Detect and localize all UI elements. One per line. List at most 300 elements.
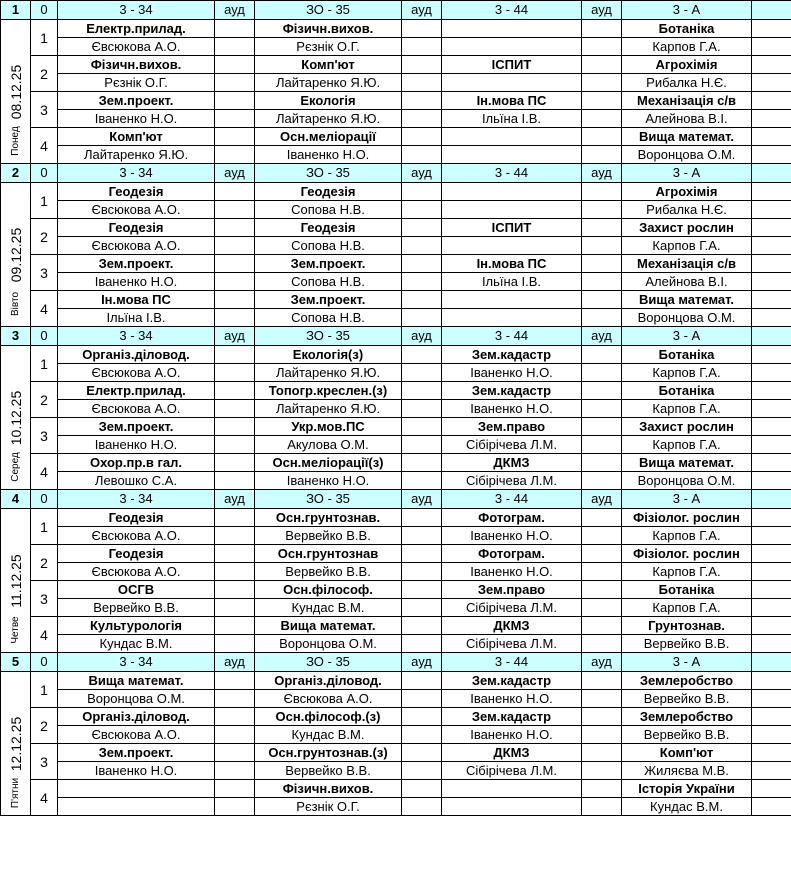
subject-cell[interactable]: Зем.проект.: [255, 255, 402, 273]
room-cell[interactable]: [582, 472, 622, 490]
room-cell[interactable]: [215, 273, 255, 291]
room-cell[interactable]: [752, 454, 791, 472]
group-header[interactable]: 3 - 34: [58, 164, 215, 183]
subject-cell[interactable]: Ботаніка: [622, 20, 752, 38]
subject-cell[interactable]: Захист рослин: [622, 219, 752, 237]
subject-cell[interactable]: Зем.право: [442, 418, 582, 436]
room-header[interactable]: ауд: [402, 327, 442, 346]
subject-cell[interactable]: Організ.діловод.: [58, 346, 215, 364]
teacher-cell[interactable]: [442, 74, 582, 92]
room-cell[interactable]: [752, 472, 791, 490]
subject-cell[interactable]: Осн.філософ.: [255, 581, 402, 599]
room-cell[interactable]: [582, 38, 622, 56]
room-cell[interactable]: [215, 146, 255, 164]
group-header[interactable]: 3 - А: [622, 490, 752, 509]
subject-cell[interactable]: Вища математ.: [58, 672, 215, 690]
teacher-cell[interactable]: Рєзнік О.Г.: [255, 798, 402, 816]
room-cell[interactable]: [402, 56, 442, 74]
subject-cell[interactable]: Охор.пр.в гал.: [58, 454, 215, 472]
subject-cell[interactable]: Вища математ.: [255, 617, 402, 635]
room-cell[interactable]: [752, 309, 791, 327]
room-cell[interactable]: [752, 56, 791, 74]
room-cell[interactable]: [402, 20, 442, 38]
day-date-cell[interactable]: [1, 672, 31, 816]
room-cell[interactable]: [402, 273, 442, 291]
room-header[interactable]: ауд: [582, 653, 622, 672]
room-cell[interactable]: [215, 545, 255, 563]
room-header[interactable]: ауд: [402, 490, 442, 509]
room-cell[interactable]: [402, 400, 442, 418]
subject-cell[interactable]: [442, 20, 582, 38]
room-cell[interactable]: [402, 291, 442, 309]
lesson-number[interactable]: 4: [31, 617, 58, 653]
subject-cell[interactable]: Фізіолог. рослин: [622, 509, 752, 527]
teacher-cell[interactable]: Карпов Г.А.: [622, 436, 752, 454]
room-cell[interactable]: [402, 545, 442, 563]
group-header[interactable]: 3 - 34: [58, 490, 215, 509]
room-cell[interactable]: [752, 183, 791, 201]
room-cell[interactable]: [215, 726, 255, 744]
room-cell[interactable]: [582, 20, 622, 38]
lesson-number[interactable]: 1: [31, 346, 58, 382]
room-cell[interactable]: [582, 219, 622, 237]
room-cell[interactable]: [582, 436, 622, 454]
room-cell[interactable]: [215, 617, 255, 635]
teacher-cell[interactable]: Іваненко Н.О.: [255, 472, 402, 490]
room-cell[interactable]: [402, 599, 442, 617]
room-cell[interactable]: [402, 798, 442, 816]
room-cell[interactable]: [402, 309, 442, 327]
group-header[interactable]: 3 - 44: [442, 653, 582, 672]
room-cell[interactable]: [215, 346, 255, 364]
lesson-number[interactable]: 3: [31, 581, 58, 617]
teacher-cell[interactable]: Іваненко Н.О.: [442, 527, 582, 545]
teacher-cell[interactable]: Іваненко Н.О.: [58, 436, 215, 454]
teacher-cell[interactable]: Сібірічева Л.М.: [442, 599, 582, 617]
group-header[interactable]: ЗО - 35: [255, 327, 402, 346]
room-cell[interactable]: [752, 690, 791, 708]
subject-cell[interactable]: Грунтознав.: [622, 617, 752, 635]
room-header[interactable]: ауд: [582, 1, 622, 20]
subject-cell[interactable]: Осн.меліорації: [255, 128, 402, 146]
subject-cell[interactable]: Зем.проект.: [58, 744, 215, 762]
subject-cell[interactable]: [442, 291, 582, 309]
room-cell[interactable]: [582, 128, 622, 146]
room-cell[interactable]: [215, 110, 255, 128]
room-cell[interactable]: [752, 146, 791, 164]
room-cell[interactable]: [582, 237, 622, 255]
room-cell[interactable]: [582, 382, 622, 400]
subject-cell[interactable]: [442, 183, 582, 201]
room-cell[interactable]: [215, 690, 255, 708]
subject-cell[interactable]: Фізичн.вихов.: [255, 20, 402, 38]
teacher-cell[interactable]: Іваненко Н.О.: [442, 400, 582, 418]
room-cell[interactable]: [402, 454, 442, 472]
group-header[interactable]: ЗО - 35: [255, 164, 402, 183]
subject-cell[interactable]: Ботаніка: [622, 581, 752, 599]
room-cell[interactable]: [402, 418, 442, 436]
teacher-cell[interactable]: [442, 38, 582, 56]
teacher-cell[interactable]: Вервейко В.В.: [58, 599, 215, 617]
subject-cell[interactable]: Вища математ.: [622, 454, 752, 472]
room-cell[interactable]: [582, 599, 622, 617]
room-cell[interactable]: [752, 581, 791, 599]
subject-cell[interactable]: Геодезія: [255, 183, 402, 201]
subject-cell[interactable]: Зем.кадастр: [442, 382, 582, 400]
room-cell[interactable]: [582, 527, 622, 545]
room-cell[interactable]: [402, 617, 442, 635]
room-header[interactable]: ауд: [582, 490, 622, 509]
teacher-cell[interactable]: Іваненко Н.О.: [442, 364, 582, 382]
group-header[interactable]: 3 - 34: [58, 1, 215, 20]
teacher-cell[interactable]: [442, 309, 582, 327]
lesson-number[interactable]: 3: [31, 418, 58, 454]
room-cell[interactable]: [215, 219, 255, 237]
teacher-cell[interactable]: Кундас В.М.: [255, 726, 402, 744]
teacher-cell[interactable]: Іваненко Н.О.: [442, 690, 582, 708]
teacher-cell[interactable]: Іваненко Н.О.: [58, 762, 215, 780]
teacher-cell[interactable]: Карпов Г.А.: [622, 400, 752, 418]
room-cell[interactable]: [752, 726, 791, 744]
room-cell[interactable]: [402, 509, 442, 527]
subject-cell[interactable]: Вища математ.: [622, 128, 752, 146]
room-cell[interactable]: [752, 92, 791, 110]
teacher-cell[interactable]: Кундас В.М.: [255, 599, 402, 617]
room-cell[interactable]: [752, 708, 791, 726]
day-zero-cell[interactable]: 0: [31, 164, 58, 183]
room-cell[interactable]: [215, 183, 255, 201]
subject-cell[interactable]: Електр.прилад.: [58, 382, 215, 400]
subject-cell[interactable]: Геодезія: [58, 183, 215, 201]
room-cell[interactable]: [752, 545, 791, 563]
teacher-cell[interactable]: Карпов Г.А.: [622, 599, 752, 617]
subject-cell[interactable]: Ботаніка: [622, 346, 752, 364]
room-cell[interactable]: [215, 472, 255, 490]
room-cell[interactable]: [582, 183, 622, 201]
subject-cell[interactable]: Геодезія: [58, 219, 215, 237]
room-cell[interactable]: [402, 346, 442, 364]
teacher-cell[interactable]: Іваненко Н.О.: [58, 110, 215, 128]
subject-cell[interactable]: Ботаніка: [622, 382, 752, 400]
room-cell[interactable]: [752, 418, 791, 436]
room-cell[interactable]: [215, 599, 255, 617]
subject-cell[interactable]: Організ.діловод.: [58, 708, 215, 726]
room-cell[interactable]: [752, 20, 791, 38]
room-cell[interactable]: [582, 255, 622, 273]
lesson-number[interactable]: 2: [31, 56, 58, 92]
room-cell[interactable]: [402, 364, 442, 382]
room-cell[interactable]: [402, 762, 442, 780]
teacher-cell[interactable]: [442, 201, 582, 219]
lesson-number[interactable]: 1: [31, 509, 58, 545]
room-cell[interactable]: [215, 762, 255, 780]
teacher-cell[interactable]: [442, 237, 582, 255]
room-cell[interactable]: [582, 454, 622, 472]
subject-cell[interactable]: Осн.грунтознав.(з): [255, 744, 402, 762]
room-cell[interactable]: [582, 780, 622, 798]
subject-cell[interactable]: Зем.проект.: [58, 255, 215, 273]
teacher-cell[interactable]: Воронцова О.М.: [622, 146, 752, 164]
room-cell[interactable]: [752, 364, 791, 382]
subject-cell[interactable]: ІСПИТ: [442, 56, 582, 74]
room-cell[interactable]: [752, 527, 791, 545]
subject-cell[interactable]: Захист рослин: [622, 418, 752, 436]
teacher-cell[interactable]: Карпов Г.А.: [622, 237, 752, 255]
teacher-cell[interactable]: Рєзнік О.Г.: [58, 74, 215, 92]
teacher-cell[interactable]: Сопова Н.В.: [255, 201, 402, 219]
room-header-empty[interactable]: [752, 164, 791, 183]
teacher-cell[interactable]: Сопова Н.В.: [255, 237, 402, 255]
room-cell[interactable]: [402, 201, 442, 219]
subject-cell[interactable]: Фізичн.вихов.: [255, 780, 402, 798]
room-cell[interactable]: [402, 219, 442, 237]
teacher-cell[interactable]: Євсюкова А.О.: [58, 400, 215, 418]
day-number[interactable]: 2: [1, 164, 31, 183]
teacher-cell[interactable]: Воронцова О.М.: [622, 309, 752, 327]
subject-cell[interactable]: Геодезія: [255, 219, 402, 237]
lesson-number[interactable]: 4: [31, 780, 58, 816]
teacher-cell[interactable]: Карпов Г.А.: [622, 364, 752, 382]
room-cell[interactable]: [215, 436, 255, 454]
subject-cell[interactable]: Агрохімія: [622, 183, 752, 201]
room-cell[interactable]: [752, 436, 791, 454]
room-cell[interactable]: [752, 346, 791, 364]
room-cell[interactable]: [402, 635, 442, 653]
room-cell[interactable]: [215, 780, 255, 798]
subject-cell[interactable]: Організ.діловод.: [255, 672, 402, 690]
teacher-cell[interactable]: [442, 798, 582, 816]
teacher-cell[interactable]: Воронцова О.М.: [58, 690, 215, 708]
room-header[interactable]: ауд: [402, 653, 442, 672]
group-header[interactable]: 3 - А: [622, 164, 752, 183]
lesson-number[interactable]: 3: [31, 92, 58, 128]
room-cell[interactable]: [752, 219, 791, 237]
teacher-cell[interactable]: Кундас В.М.: [58, 635, 215, 653]
teacher-cell[interactable]: Вервейко В.В.: [622, 726, 752, 744]
subject-cell[interactable]: Землеробство: [622, 708, 752, 726]
subject-cell[interactable]: Екологія: [255, 92, 402, 110]
subject-cell[interactable]: Історія України: [622, 780, 752, 798]
room-header-empty[interactable]: [752, 653, 791, 672]
room-cell[interactable]: [402, 726, 442, 744]
teacher-cell[interactable]: Іваненко Н.О.: [255, 146, 402, 164]
room-cell[interactable]: [402, 563, 442, 581]
room-header-empty[interactable]: [752, 327, 791, 346]
teacher-cell[interactable]: Вервейко В.В.: [622, 635, 752, 653]
teacher-cell[interactable]: Ільїна І.В.: [442, 273, 582, 291]
room-cell[interactable]: [402, 382, 442, 400]
room-header[interactable]: ауд: [215, 1, 255, 20]
room-cell[interactable]: [582, 92, 622, 110]
room-cell[interactable]: [402, 92, 442, 110]
lesson-number[interactable]: 3: [31, 255, 58, 291]
room-cell[interactable]: [402, 146, 442, 164]
day-number[interactable]: 5: [1, 653, 31, 672]
subject-cell[interactable]: Вища математ.: [622, 291, 752, 309]
room-header[interactable]: ауд: [215, 490, 255, 509]
lesson-number[interactable]: 4: [31, 128, 58, 164]
subject-cell[interactable]: Агрохімія: [622, 56, 752, 74]
subject-cell[interactable]: Фотограм.: [442, 545, 582, 563]
room-cell[interactable]: [582, 74, 622, 92]
room-header-empty[interactable]: [752, 490, 791, 509]
room-cell[interactable]: [215, 38, 255, 56]
room-header[interactable]: ауд: [215, 164, 255, 183]
teacher-cell[interactable]: Карпов Г.А.: [622, 563, 752, 581]
teacher-cell[interactable]: Сопова Н.В.: [255, 309, 402, 327]
room-cell[interactable]: [582, 617, 622, 635]
room-header[interactable]: ауд: [215, 653, 255, 672]
room-cell[interactable]: [402, 436, 442, 454]
teacher-cell[interactable]: Рибалка Н.Є.: [622, 201, 752, 219]
room-header-empty[interactable]: [752, 1, 791, 20]
room-cell[interactable]: [582, 110, 622, 128]
group-header[interactable]: 3 - А: [622, 1, 752, 20]
room-cell[interactable]: [402, 690, 442, 708]
day-number[interactable]: 3: [1, 327, 31, 346]
room-cell[interactable]: [582, 291, 622, 309]
room-cell[interactable]: [402, 708, 442, 726]
room-cell[interactable]: [582, 563, 622, 581]
teacher-cell[interactable]: Воронцова О.М.: [255, 635, 402, 653]
subject-cell[interactable]: Фізичн.вихов.: [58, 56, 215, 74]
room-cell[interactable]: [752, 744, 791, 762]
room-cell[interactable]: [752, 762, 791, 780]
room-cell[interactable]: [752, 74, 791, 92]
room-cell[interactable]: [402, 744, 442, 762]
group-header[interactable]: 3 - 34: [58, 653, 215, 672]
teacher-cell[interactable]: Вервейко В.В.: [622, 690, 752, 708]
room-cell[interactable]: [752, 780, 791, 798]
room-cell[interactable]: [215, 672, 255, 690]
teacher-cell[interactable]: Карпов Г.А.: [622, 527, 752, 545]
subject-cell[interactable]: Осн.філософ.(з): [255, 708, 402, 726]
lesson-number[interactable]: 1: [31, 20, 58, 56]
group-header[interactable]: ЗО - 35: [255, 490, 402, 509]
teacher-cell[interactable]: Рєзнік О.Г.: [255, 38, 402, 56]
room-cell[interactable]: [752, 599, 791, 617]
subject-cell[interactable]: Осн.грунтознав.: [255, 509, 402, 527]
room-cell[interactable]: [582, 798, 622, 816]
subject-cell[interactable]: Електр.прилад.: [58, 20, 215, 38]
subject-cell[interactable]: Зем.кадастр: [442, 672, 582, 690]
room-cell[interactable]: [752, 672, 791, 690]
room-cell[interactable]: [582, 273, 622, 291]
room-cell[interactable]: [582, 762, 622, 780]
teacher-cell[interactable]: Євсюкова А.О.: [58, 726, 215, 744]
teacher-cell[interactable]: Сібірічева Л.М.: [442, 762, 582, 780]
room-cell[interactable]: [752, 635, 791, 653]
lesson-number[interactable]: 2: [31, 708, 58, 744]
teacher-cell[interactable]: Євсюкова А.О.: [255, 690, 402, 708]
day-zero-cell[interactable]: 0: [31, 653, 58, 672]
subject-cell[interactable]: Ін.мова ПС: [58, 291, 215, 309]
room-cell[interactable]: [752, 400, 791, 418]
room-cell[interactable]: [752, 237, 791, 255]
room-cell[interactable]: [582, 346, 622, 364]
subject-cell[interactable]: ІСПИТ: [442, 219, 582, 237]
day-date-cell[interactable]: [1, 183, 31, 327]
room-cell[interactable]: [752, 255, 791, 273]
subject-cell[interactable]: ДКМЗ: [442, 744, 582, 762]
room-cell[interactable]: [215, 201, 255, 219]
teacher-cell[interactable]: Алейнова В.І.: [622, 273, 752, 291]
room-cell[interactable]: [582, 545, 622, 563]
room-cell[interactable]: [752, 563, 791, 581]
room-cell[interactable]: [215, 92, 255, 110]
room-cell[interactable]: [215, 527, 255, 545]
teacher-cell[interactable]: Алейнова В.І.: [622, 110, 752, 128]
subject-cell[interactable]: Фізіолог. рослин: [622, 545, 752, 563]
room-cell[interactable]: [402, 581, 442, 599]
room-cell[interactable]: [752, 110, 791, 128]
room-cell[interactable]: [582, 146, 622, 164]
room-cell[interactable]: [215, 237, 255, 255]
room-cell[interactable]: [752, 509, 791, 527]
subject-cell[interactable]: Землеробство: [622, 672, 752, 690]
subject-cell[interactable]: Зем.право: [442, 581, 582, 599]
subject-cell[interactable]: Екологія(з): [255, 346, 402, 364]
teacher-cell[interactable]: Лайтаренко Я.Ю.: [255, 74, 402, 92]
room-cell[interactable]: [402, 74, 442, 92]
group-header[interactable]: ЗО - 35: [255, 653, 402, 672]
room-cell[interactable]: [402, 780, 442, 798]
room-cell[interactable]: [215, 291, 255, 309]
subject-cell[interactable]: Комп'ют: [58, 128, 215, 146]
day-zero-cell[interactable]: 0: [31, 1, 58, 20]
teacher-cell[interactable]: [58, 798, 215, 816]
group-header[interactable]: 3 - 44: [442, 164, 582, 183]
subject-cell[interactable]: Механізація с/в: [622, 92, 752, 110]
subject-cell[interactable]: [58, 780, 215, 798]
group-header[interactable]: 3 - 44: [442, 1, 582, 20]
room-cell[interactable]: [215, 309, 255, 327]
room-cell[interactable]: [582, 56, 622, 74]
room-cell[interactable]: [215, 20, 255, 38]
room-header[interactable]: ауд: [402, 164, 442, 183]
room-cell[interactable]: [215, 255, 255, 273]
day-number[interactable]: 1: [1, 1, 31, 20]
subject-cell[interactable]: ОСГВ: [58, 581, 215, 599]
room-header[interactable]: ауд: [582, 164, 622, 183]
subject-cell[interactable]: Ін.мова ПС: [442, 255, 582, 273]
day-date-cell[interactable]: [1, 346, 31, 490]
subject-cell[interactable]: Культурологія: [58, 617, 215, 635]
room-cell[interactable]: [582, 309, 622, 327]
room-cell[interactable]: [215, 128, 255, 146]
subject-cell[interactable]: Топогр.креслен.(з): [255, 382, 402, 400]
teacher-cell[interactable]: Вервейко В.В.: [255, 527, 402, 545]
room-header[interactable]: ауд: [215, 327, 255, 346]
room-header[interactable]: ауд: [582, 327, 622, 346]
teacher-cell[interactable]: Лайтаренко Я.Ю.: [255, 364, 402, 382]
room-cell[interactable]: [215, 382, 255, 400]
room-cell[interactable]: [215, 563, 255, 581]
teacher-cell[interactable]: Сібірічева Л.М.: [442, 635, 582, 653]
lesson-number[interactable]: 2: [31, 382, 58, 418]
room-cell[interactable]: [215, 744, 255, 762]
room-cell[interactable]: [402, 527, 442, 545]
lesson-number[interactable]: 1: [31, 183, 58, 219]
room-cell[interactable]: [582, 672, 622, 690]
subject-cell[interactable]: Зем.проект.: [58, 418, 215, 436]
room-cell[interactable]: [582, 400, 622, 418]
room-cell[interactable]: [402, 128, 442, 146]
room-cell[interactable]: [582, 364, 622, 382]
room-cell[interactable]: [215, 581, 255, 599]
room-cell[interactable]: [752, 617, 791, 635]
teacher-cell[interactable]: Євсюкова А.О.: [58, 364, 215, 382]
